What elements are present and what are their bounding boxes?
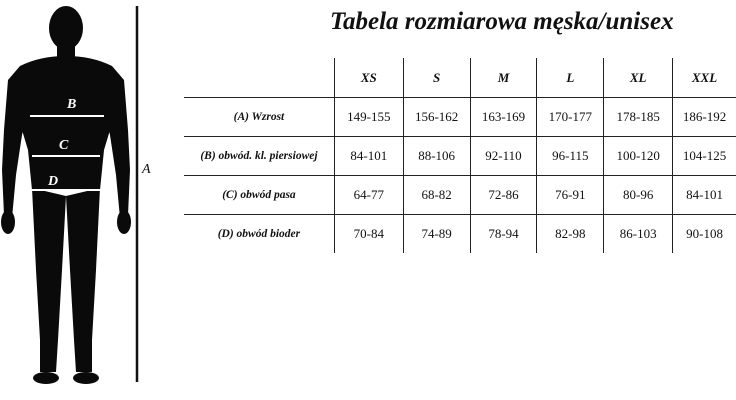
table-row — [184, 176, 736, 215]
table-cell: 80-96 — [604, 176, 673, 215]
size-header-xs: XS — [334, 58, 403, 98]
row-label: (C) obwód pasa — [184, 176, 334, 215]
table-cell: 78-94 — [470, 215, 537, 254]
table-cell: 156-162 — [403, 98, 470, 137]
label-d: D — [48, 174, 59, 189]
table-cell: 178-185 — [604, 98, 673, 137]
table-cell: 72-86 — [470, 176, 537, 215]
table-cell: 74-89 — [403, 215, 470, 254]
table-row — [184, 137, 736, 176]
row-label: (A) Wzrost — [184, 98, 334, 137]
table-cell: 84-101 — [334, 137, 403, 176]
table-cell: 86-103 — [604, 215, 673, 254]
corner-cell — [184, 58, 334, 98]
size-header-xxl: XXL — [673, 58, 736, 98]
table-cell: 90-108 — [673, 215, 736, 254]
table-cell: 64-77 — [334, 176, 403, 215]
table-row — [184, 98, 736, 137]
label-c: C — [59, 138, 69, 153]
size-table — [184, 58, 736, 253]
table-cell: 76-91 — [537, 176, 604, 215]
silhouette — [1, 6, 131, 384]
size-header-xl: XL — [604, 58, 673, 98]
table-cell: 149-155 — [334, 98, 403, 137]
table-cell: 163-169 — [470, 98, 537, 137]
row-label: (B) obwód. kl. piersiowej — [184, 137, 334, 176]
size-header-row — [184, 58, 736, 98]
table-cell: 104-125 — [673, 137, 736, 176]
size-header-s: S — [403, 58, 470, 98]
table-cell: 100-120 — [604, 137, 673, 176]
chart-title: Tabela rozmiarowa męska/unisex — [330, 8, 674, 35]
table-cell: 70-84 — [334, 215, 403, 254]
table-cell: 170-177 — [537, 98, 604, 137]
table-cell: 82-98 — [537, 215, 604, 254]
table-cell: 88-106 — [403, 137, 470, 176]
body-silhouette-figure — [0, 0, 160, 400]
size-header-m: M — [470, 58, 537, 98]
row-label: (D) obwód bioder — [184, 215, 334, 254]
table-cell: 84-101 — [673, 176, 736, 215]
table-row — [184, 215, 736, 254]
size-header-l: L — [537, 58, 604, 98]
table-cell: 186-192 — [673, 98, 736, 137]
label-a: A — [142, 162, 151, 177]
table-cell: 68-82 — [403, 176, 470, 215]
table-cell: 92-110 — [470, 137, 537, 176]
table-cell: 96-115 — [537, 137, 604, 176]
label-b: B — [67, 97, 77, 112]
